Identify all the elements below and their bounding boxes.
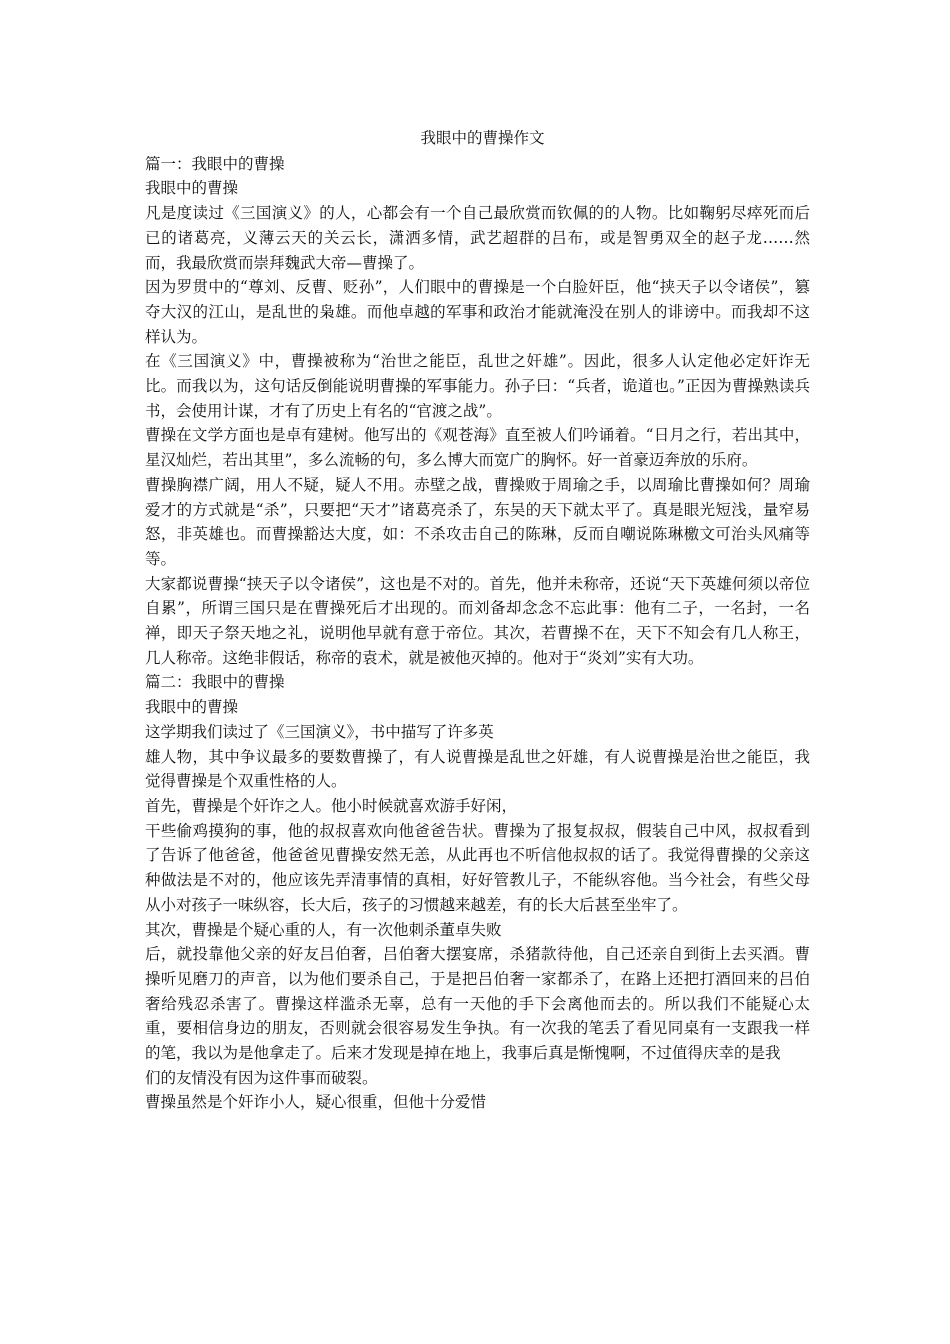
paragraph: 凡是度读过《三国演义》的人，心都会有一个自己最欣赏而钦佩的的人物。比如鞠躬尽瘁死而后已的诸葛亮，义薄云天的关云长，潇洒多情，武艺超群的吕布，或是智勇双全的赵子龙……然而，我最欣赏而崇拜魏武大帝—曹操了。: [145, 204, 810, 272]
paragraph: 曹操在文学方面也是卓有建树。他写出的《观苍海》直至被人们吟诵着。“日月之行，若出其中，星汉灿烂，若出其里”，多么流畅的句，多么博大而宽广的胸怀。好一首豪迈奔放的乐府。: [145, 426, 810, 470]
paragraph: 干些偷鸡摸狗的事，他的叔叔喜欢向他爸爸告状。曹操为了报复叔叔，假装自己中风，叔叔看到了告诉了他爸爸，他爸爸见曹操安然无恙，从此再也不听信他叔叔的话了。我觉得曹操的父亲这种做法是不对的，他应该先弄清事情的真相，好好管教儿子，不能纵容他。当今社会，有些父母从小对孩子一味纵容，长大后，孩子的习惯越来越差，有的长大后甚至坐牢了。: [145, 821, 810, 914]
paragraph: 雄人物，其中争议最多的要数曹操了，有人说曹操是乱世之奸雄，有人说曹操是治世之能臣，我觉得曹操是个双重性格的人。: [145, 747, 810, 791]
essay-title-1: 我眼中的曹操: [145, 179, 239, 198]
essay-title-2: 我眼中的曹操: [145, 698, 239, 717]
document-page: [145, 126, 810, 1115]
paragraph: 在《三国演义》中，曹操被称为“治世之能臣，乱世之奸雄”。因此，很多人认定他必定奸诈无比。而我以为，这句话反倒能说明曹操的军事能力。孙子曰：“兵者，诡道也。”正因为曹操熟读兵书，会使用计谋，才有了历史上有名的“官渡之战”。: [145, 352, 810, 420]
paragraph: 曹操虽然是个奸诈小人，疑心很重，但他十分爱惜: [145, 1093, 487, 1112]
document-title: 我眼中的曹操作文: [420, 129, 545, 147]
paragraph: 其次，曹操是个疑心重的人，有一次他刺杀董卓失败: [145, 920, 502, 939]
paragraph: 后，就投靠他父亲的好友吕伯奢，吕伯奢大摆宴席，杀猪款待他，自己还亲自到街上去买酒。曹操听见磨刀的声音，以为他们要杀自己，于是把吕伯奢一家都杀了，在路上还把打酒回来的吕伯奢给残忍杀害了。曹操这样滥杀无辜，总有一天他的手下会离他而去的。所以我们不能疑心太重，要相信身边的朋友，否则就会很容易发生争执。有一次我的笔丢了看见同桌有一支跟我一样的笔，我以为是他拿走了。后来才发现是掉在地上，我事后真是惭愧啊，不过值得庆幸的是我: [145, 945, 810, 1063]
paragraph: 这学期我们读过了《三国演义》，书中描写了许多英: [145, 722, 494, 741]
paragraph: 因为罗贯中的“尊刘、反曹、贬孙”，人们眼中的曹操是一个白脸奸臣，他“挟天子以令诸侯”，篡夺大汉的江山，是乱世的枭雄。而他卓越的军事和政治才能就淹没在别人的诽谤中。而我却不这样认为。: [145, 278, 810, 346]
paragraph: 们的友情没有因为这件事而破裂。: [145, 1068, 378, 1087]
section-heading-1: 篇一：我眼中的曹操: [145, 154, 285, 173]
paragraph: 大家都说曹操“挟天子以令诸侯”，这也是不对的。首先，他并未称帝，还说“天下英雄何须以帝位自累”，所谓三国只是在曹操死后才出现的。而刘备却念念不忘此事：他有二子，一名封，一名禅，即天子祭天地之礼，说明他早就有意于帝位。其次，若曹操不在，天下不知会有几人称王，几人称帝。这绝非假话，称帝的袁术，就是被他灭掉的。他对于“炎刘”实有大功。: [145, 574, 810, 667]
section-heading-2: 篇二：我眼中的曹操: [145, 673, 285, 692]
paragraph: 首先，曹操是个奸诈之人。他小时候就喜欢游手好闲，: [145, 796, 518, 815]
paragraph: 曹操胸襟广阔，用人不疑，疑人不用。赤壁之战，曹操败于周瑜之手，以周瑜比曹操如何？周瑜爱才的方式就是“杀”，只要把“天才”诸葛亮杀了，东吴的天下就太平了。真是眼光短浅，量窄易怒，非英雄也。而曹操豁达大度，如：不杀攻击自己的陈琳，反而自嘲说陈琳檄文可治头风痛等等。: [145, 475, 810, 568]
